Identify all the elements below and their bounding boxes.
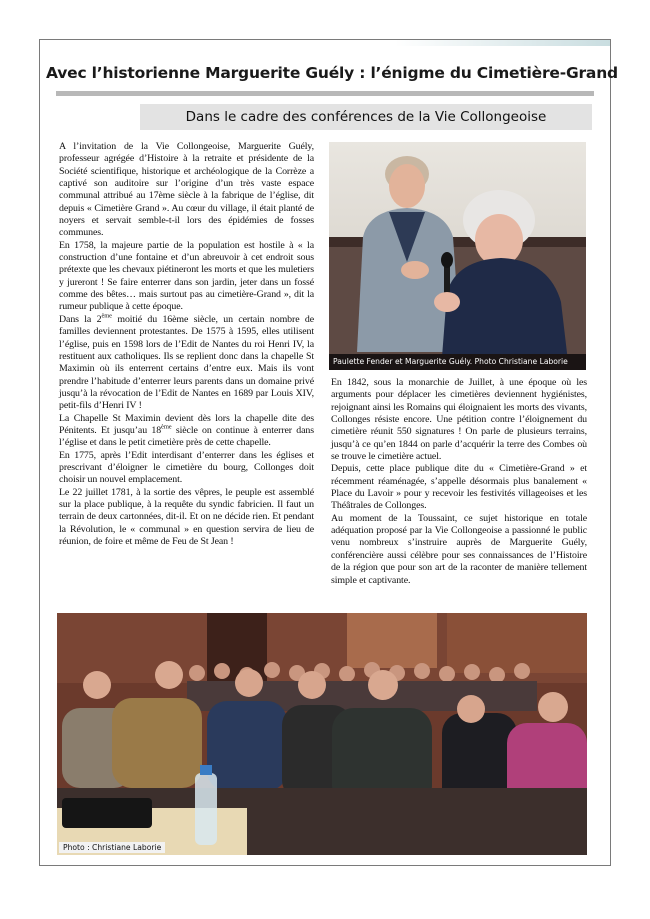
right-paragraph-2: Depuis, cette place publique dite du « Cimetière-Grand » et récemment réaménagée, s’appelle désormais plus banalement « Place du Lavoir » pour y recevoir les festivités villageoises et les Théâtrales de Collonges.	[331, 463, 587, 512]
top-accent-bar	[395, 40, 610, 46]
left-paragraph-4-end: siècle on continue à enterrer dans l’église et dans le petit cimetière près de cette chapelle.	[59, 424, 314, 449]
left-paragraph-3-end: moitié du 16ème siècle, un certain nombre de familles deviennent protestantes. De 1575 à 1595, elles utilisent l’église, puis en 1598 lors de l’Edit de Nantes du roi Henri IV, la restituent aux catholiques. Ils se replient donc dans la chapelle St Maximin où ils enterrent certains d’entre eux. Mais ils vont prendre l’habitude d’enterrer leurs parents dans un domaine privé jusqu’à la révocation de l’Edit de Nantes en 1689 par Louis XIV, petit-fils d’Henri IV !	[59, 313, 314, 412]
right-paragraph-3: Au moment de la Toussaint, ce sujet historique en totale adéquation proposé par la Vie Collongeoise a passionné le public venu nombreux s’instruire auprès de Marguerite Guély, conférencière aussi célèbre pour ses connaissances de l’Histoire de la région que pour son art de la raconter de manière tellement simple et captivante.	[331, 512, 587, 586]
left-paragraph-6: Le 22 juillet 1781, à la sortie des vêpres, le peuple est assemblé sur la place publique, à la requête du syndic fabricien. Il faut un terrain de deux cartonnées, dit-il. Et on ne décide rien. Et pendant la Révolution, le « communal » en question servira de lieu de réunion, de foire et même de Feu de St Jean !	[59, 486, 314, 547]
article-subtitle: Dans le cadre des conférences de la Vie Collongeoise	[140, 104, 592, 130]
article-title: Avec l’historienne Marguerite Guély : l’énigme du Cimetière-Grand	[46, 64, 618, 82]
audience-photo-image	[57, 613, 587, 855]
left-paragraph-4-sup: ème	[161, 423, 172, 431]
left-paragraph-1: A l’invitation de la Vie Collongeoise, Marguerite Guély, professeur agrégée d’Histoire à la retraite et présidente de la Société scientifique, historique et archéologique de la Corrèze a captivé son auditoire sur l’origine d’un très vaste espace communal attribué au 17ème siècle à la fabrique de l’église, dit depuis « Cimetière Grand ». Au cœur du village, il était planté de noyers et servait semble-t-il lors des épidémies de fosses communes.	[59, 141, 314, 239]
speakers-photo-caption: Paulette Fender et Marguerite Guély. Photo Christiane Laborie	[329, 354, 586, 370]
left-paragraph-4-start: La Chapelle St Maximin devient dès lors la chapelle dite des Pénitents. Et jusqu’au 18	[59, 412, 314, 436]
audience-photo	[57, 613, 587, 855]
left-paragraph-5: En 1775, après l’Edit interdisant d’enterrer dans les églises et prescrivant d’éloigner le cimetière du bourg, Collonges doit choisir un nouvel emplacement.	[59, 449, 314, 486]
left-paragraph-3	[59, 314, 314, 413]
left-paragraph-2: En 1758, la majeure partie de la population est hostile à « la construction d’une fontaine et d’un abreuvoir à cet endroit sous prétexte que les chevaux piétineront les morts et que les muletiers y jureront ! Se faire enterrer dans son jardin, jeter dans un fossé comme des bêtes… mais surtout pas au cimetière-Grand », dit la rumeur publique à cette époque.	[59, 239, 314, 313]
speakers-photo-image	[329, 142, 586, 370]
audience-photo-caption: Photo : Christiane Laborie	[59, 842, 165, 853]
left-paragraph-3-sup: ème	[101, 312, 112, 320]
speakers-photo	[329, 142, 586, 370]
left-paragraph-3-start: Dans la 2	[59, 313, 102, 325]
right-paragraph-1: En 1842, sous la monarchie de Juillet, à une époque où les arguments pour déplacer les cimetières deviennent hygiénistes, rejoignant ainsi les Romains qui éloignaient les morts des vivants, Collonges résiste encore. Une pétition contre l’éloignement du cimetière réunit 550 signatures ! On parle de plusieurs terrains, jusqu’à ce qu’en 1844 on parle d’acquérir la terre des Combes où se trouve le cimetière actuel.	[331, 377, 587, 463]
right-column	[331, 377, 587, 587]
left-column	[59, 141, 314, 548]
title-rule	[56, 91, 594, 96]
left-paragraph-4	[59, 413, 314, 450]
